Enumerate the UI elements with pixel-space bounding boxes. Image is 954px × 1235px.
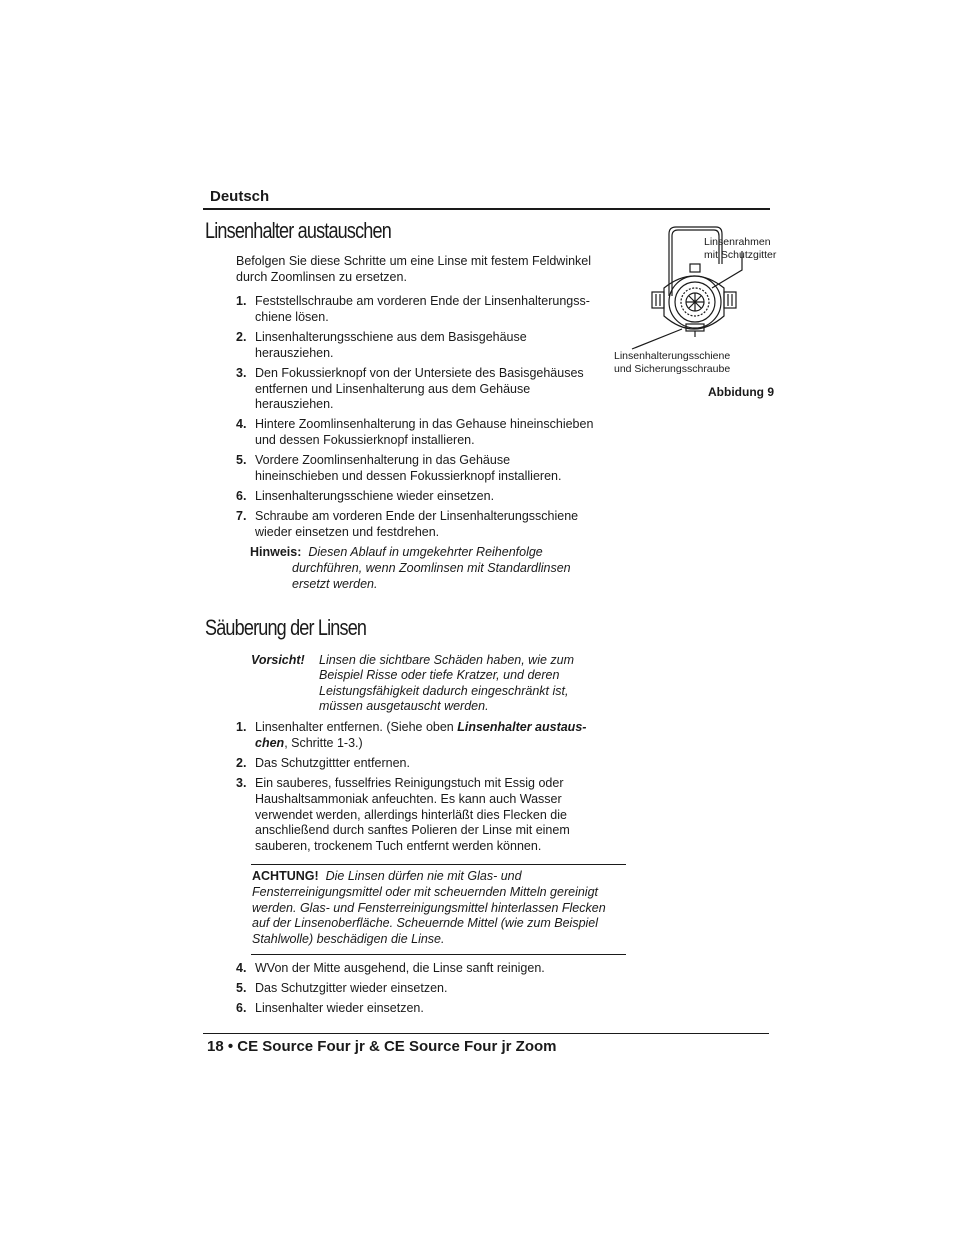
figure-label: Abbidung 9 — [708, 385, 774, 399]
cross-reference: Linsenhalter austaus-chen — [255, 720, 587, 750]
list-item: 1. Feststellschraube am vorderen Ende der Linsenhalterungss-chiene lösen. — [236, 294, 590, 324]
footer-rule — [203, 1033, 769, 1034]
section-title-cleaning: Säuberung der Linsen — [205, 615, 367, 640]
caution-label: Vorsicht! — [251, 653, 305, 667]
list-item: 4. Hintere Zoomlinsenhalterung in das Gehause hineinschieben und dessen Fokussierknopf installieren. — [236, 417, 594, 448]
figure-caption-top: Linsenrahmen mit Schutzgitter — [704, 236, 777, 261]
list-item: 1. Linsenhalter entfernen. (Siehe oben Linsenhalter austaus-chen, Schritte 1-3.) — [236, 720, 587, 750]
list-item: 2. Linsenhalterungsschiene aus dem Basisgehäuse herausziehen. — [236, 329, 527, 360]
warning-text: Die Linsen dürfen nie mit Glas- und Fensterreinigungsmittel oder mit scheuernden Mitteln gereinigt werden. Glas- und Fensterreinigungsmittel hinterlassen Flecken auf der Linsenoberfläche. Scheuernde Mittel (wie zum Beispiel Stahlwolle) beschädigen die Linse. — [252, 869, 606, 947]
list-item: 4. WVon der Mitte ausgehend, die Linse sanft reinigen. — [236, 961, 545, 975]
note-text-rest: durchführen, wenn Zoomlinsen mit Standardlinsen ersetzt werden. — [292, 560, 571, 591]
warning-block — [252, 869, 624, 948]
cleaning-steps-list-continued — [236, 961, 616, 1021]
cleaning-steps-list — [236, 720, 596, 859]
page-footer: 18 • CE Source Four jr & CE Source Four jr Zoom — [207, 1038, 557, 1055]
list-item: 6. Linsenhalter wieder einsetzen. — [236, 1001, 424, 1016]
note-block — [250, 545, 580, 592]
warning-label: ACHTUNG! — [252, 869, 319, 883]
list-item: 7. Schraube am vorderen Ende der Linsenhalterungsschiene wieder einsetzen und festdrehen. — [236, 509, 579, 540]
figure-caption-bottom: Linsenhalterungsschiene und Sicherungsschraube — [614, 350, 731, 375]
list-item: 3. Den Fokussierknopf von der Untersiete des Basisgehäuses entfernen und Linsenhalterung aus dem Gehäuse herausziehen. — [236, 365, 584, 412]
note-label: Hinweis: — [250, 545, 302, 559]
language-header: Deutsch — [210, 188, 270, 205]
list-item: 5. Vordere Zoomlinsenhalterung in das Gehäuse hineinschieben und dessen Fokussierknopf installieren. — [236, 453, 562, 484]
list-item: 6. Linsenhalterungsschiene wieder einsetzen. — [236, 489, 495, 504]
caution-text: Linsen die sichtbare Schäden haben, wie zum Beispiel Risse oder tiefe Kratzer, und deren Leistungsfähigkeit dadurch eingeschränkt ist, müssen ausgetauscht werden. — [319, 653, 575, 714]
note-text-line1: Diesen Ablauf in umgekehrter Reihenfolge — [308, 545, 543, 559]
replace-steps-list — [236, 294, 596, 545]
list-item: 2. Das Schutzgittter entfernen. — [236, 755, 410, 770]
section-title-lens-holder: Linsenhalter austauschen — [205, 218, 391, 243]
header-rule — [203, 208, 770, 210]
intro-paragraph: Befolgen Sie diese Schritte um eine Linse mit festem Feldwinkel durch Zoomlinsen zu ersetzen. — [236, 254, 592, 284]
list-item: 3. Ein sauberes, fusselfries Reinigungstuch mit Essig oder Haushaltsammoniak anfeuchten. Es kann auch Wasser verwendet werden, allerdings hinterläßt dies Flecken die anschließend durch sanftes Polieren der Linse mit einem sauberen, trockenem Tuch entfernt werden können. — [236, 775, 570, 854]
list-item: 5. Das Schutzgitter wieder einsetzen. — [236, 981, 448, 996]
